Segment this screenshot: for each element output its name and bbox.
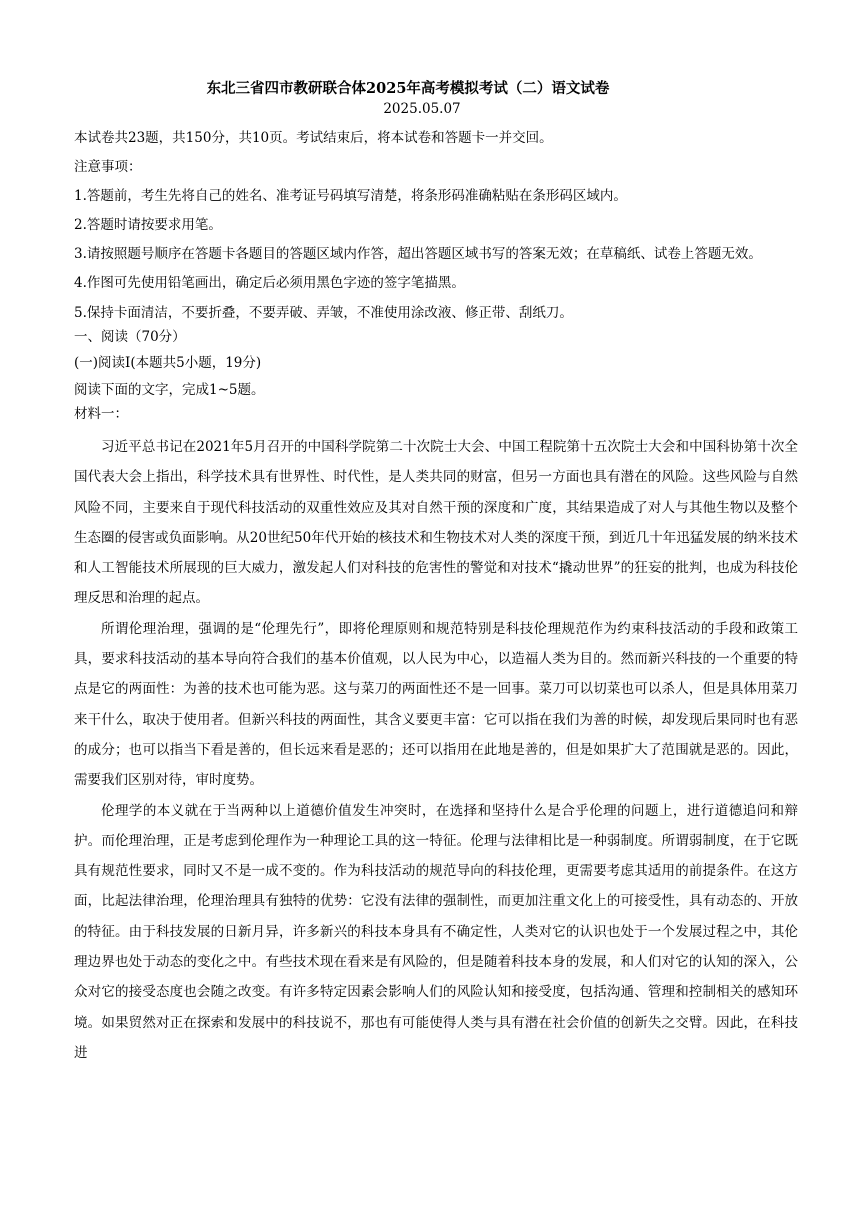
notice-item-1: 1.答题前，考生先将自己的姓名、准考证号码填写清楚，将条形码准确粘贴在条形码区域内。 [74,188,627,204]
article-body [74,432,798,1068]
exam-date: 2025.05.07 [383,101,461,117]
notice-item-2: 2.答题时请按要求用笔。 [74,217,222,233]
exam-intro: 本试卷共23题，共150分，共10页。考试结束后，将本试卷和答题卡一并交回。 [74,130,553,146]
section-sub-heading: (一)阅读Ⅰ(本题共5小题，19分) [74,355,262,371]
notice-heading: 注意事项： [74,159,142,175]
section-heading: 一、阅读（70分） [74,329,186,345]
exam-title: 东北三省四市教研联合体2025年高考模拟考试（二）语文试卷 [206,80,610,97]
notice-item-4: 4.作图可先使用铅笔画出，确定后必须用黑色字迹的签字笔描黑。 [74,275,465,291]
article-paragraph-3: 伦理学的本义就在于当两种以上道德价值发生冲突时，在选择和坚持什么是合乎伦理的问题上，进行道德追问和辩护。而伦理治理，正是考虑到伦理作为一种理论工具的这一特征。伦理与法律相比是一种弱制度。所谓弱制度，在于它既具有规范性要求，同时又不是一成不变的。作为科技活动的规范导向的科技伦理，更需要考虑其适用的前提条件。在这方面，比起法律治理，伦理治理具有独特的优势：它没有法律的强制性，而更加注重文化上的可接受性，具有动态的、开放的特征。由于科技发展的日新月异，许多新兴的科技本身具有不确定性，人类对它的认识也处于一个发展过程之中，其伦理边界也处于动态的变化之中。有些技术现在看来是有风险的，但是随着科技本身的发展，和人们对它的认知的深入，公众对它的接受态度也会随之改变。有许多特定因素会影响人们的风险认知和接受度，包括沟通、管理和控制相关的感知环境。如果贸然对正在探索和发展中的科技说不，那也有可能使得人类与具有潜在社会价值的创新失之交臂。因此，在科技进 [74,802,798,1061]
article-paragraph-1: 习近平总书记在2021年5月召开的中国科学院第二十次院士大会、中国工程院第十五次院士大会和中国科协第十次全国代表大会上指出，科学技术具有世界性、时代性，是人类共同的财富，但另一方面也具有潜在的风险。这些风险与自然风险不同，主要来自于现代科技活动的双重性效应及其对自然干预的深度和广度，其结果造成了对人与其他生物以及整个生态圈的侵害或负面影响。从20世纪50年代开始的核技术和生物技术对人类的深度干预，到近几十年迅猛发展的纳米技术和人工智能技术所展现的巨大威力，激发起人们对科技的危害性的警觉和对技术“撬动世界”的狂妄的批判，也成为科技伦理反思和治理的起点。 [74,439,798,607]
notice-item-5: 5.保持卡面清洁，不要折叠，不要弄破、弄皱，不准使用涂改液、修正带、刮纸刀。 [74,305,573,321]
material-label: 材料一： [74,406,128,422]
notice-item-3: 3.请按照题号顺序在答题卡各题目的答题区域内作答，超出答题区域书写的答案无效；在草稿纸、试卷上答题无效。 [74,246,762,262]
article-paragraph-2: 所谓伦理治理，强调的是“伦理先行”，即将伦理原则和规范特别是科技伦理规范作为约束科技活动的手段和政策工具，要求科技活动的基本导向符合我们的基本价值观，以人民为中心，以造福人类为目的。然而新兴科技的一个重要的特点是它的两面性：为善的技术也可能为恶。这与菜刀的两面性还不是一回事。菜刀可以切菜也可以杀人，但是具体用菜刀来干什么，取决于使用者。但新兴科技的两面性，其含义要更丰富：它可以指在我们为善的时候，却发现后果同时也有恶的成分；也可以指当下看是善的，但长远来看是恶的；还可以指用在此地是善的，但是如果扩大了范围就是恶的。因此，需要我们区别对待，审时度势。 [74,620,798,789]
section-instruction: 阅读下面的文字，完成1~5题。 [74,382,265,398]
exam-page [74,78,798,1068]
